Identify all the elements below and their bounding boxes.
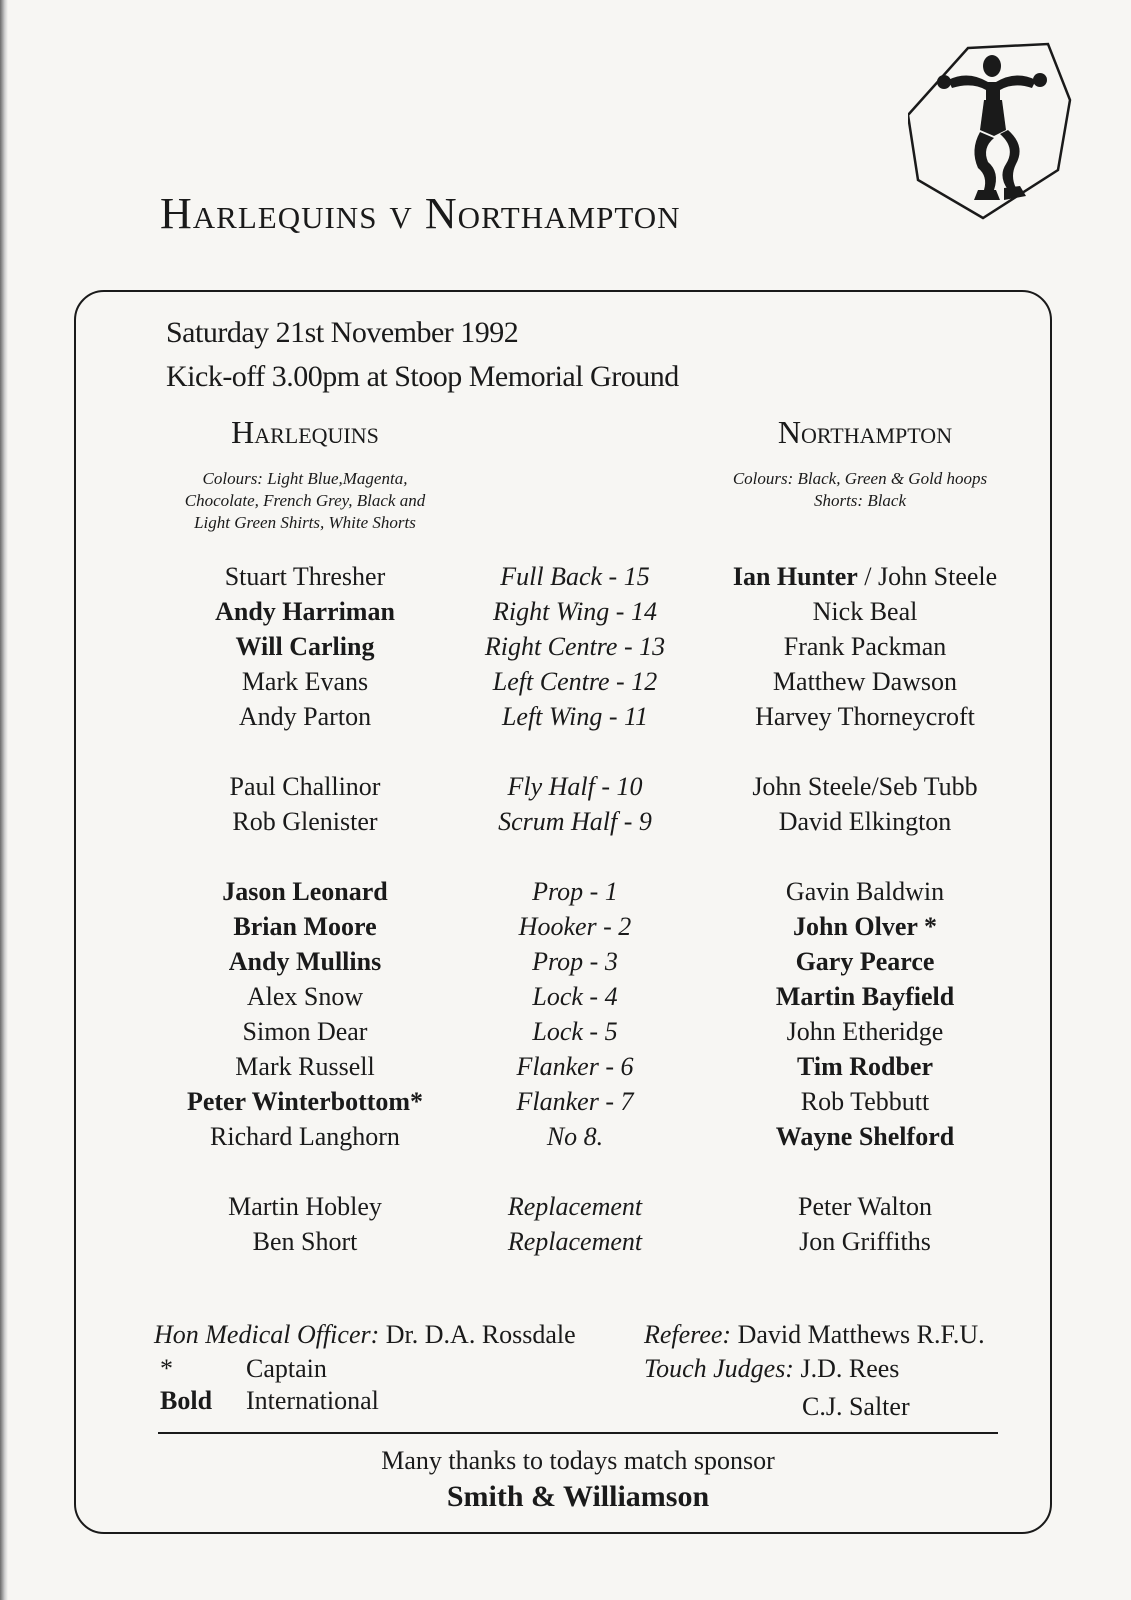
away-player: David Elkington	[778, 807, 952, 836]
referee-label: Referee:	[644, 1320, 732, 1349]
away-player-international: Ian Hunter	[732, 562, 858, 591]
away-player: Nick Beal	[812, 597, 918, 626]
page-edge	[0, 0, 8, 1600]
away-player: John Olver *	[793, 912, 937, 941]
match-date: Saturday 21st November 1992	[166, 316, 519, 349]
away-player: Harvey Thorneycroft	[755, 702, 975, 731]
position-label: Left Centre - 12	[492, 667, 658, 696]
referee	[644, 1320, 985, 1350]
home-player: Richard Langhorn	[210, 1122, 400, 1151]
bold-symbol: Bold	[160, 1386, 213, 1415]
position-label: No 8.	[546, 1122, 604, 1151]
touch-judges-label: Touch Judges:	[644, 1354, 794, 1383]
position-label: Left Wing - 11	[501, 702, 649, 731]
home-player: Ben Short	[252, 1227, 358, 1256]
home-colours-line: Colours: Light Blue,Magenta,	[202, 469, 408, 488]
sponsor-name: Smith & Williamson	[446, 1480, 710, 1513]
away-colours-line: Shorts: Black	[813, 491, 907, 510]
captain-symbol: *	[160, 1354, 173, 1383]
position-label: Right Centre - 13	[484, 632, 666, 661]
away-player: Matthew Dawson	[772, 667, 958, 696]
position-label: Hooker - 2	[518, 912, 632, 941]
harlequin-crest-logo	[908, 40, 1078, 220]
position-label: Replacement	[507, 1192, 643, 1221]
captain-key	[160, 1354, 327, 1384]
bold-key	[160, 1386, 379, 1416]
home-team-name: Harlequins	[231, 414, 379, 450]
sponsor-thanks: Many thanks to todays match sponsor	[381, 1446, 775, 1475]
home-player: Simon Dear	[242, 1017, 368, 1046]
position-label: Prop - 1	[532, 877, 618, 906]
home-player: Peter Winterbottom*	[186, 1087, 424, 1116]
home-player: Jason Leonard	[222, 877, 388, 906]
touch-judge-1: J.D. Rees	[793, 1354, 900, 1383]
position-label: Right Wing - 14	[493, 597, 657, 626]
away-player: Martin Bayfield	[775, 982, 955, 1011]
touch-judges	[644, 1354, 899, 1384]
page-title: Harlequins v Northampton	[160, 189, 681, 238]
referee-name: David Matthews R.F.U.	[731, 1320, 985, 1349]
position-label: Prop - 3	[532, 947, 618, 976]
away-colours	[680, 468, 1040, 512]
position-label: Replacement	[507, 1227, 643, 1256]
away-player-alternate: / John Steele	[857, 562, 998, 591]
position-label: Full Back - 15	[500, 562, 650, 591]
captain-label: Captain	[246, 1354, 327, 1383]
position-label: Fly Half - 10	[507, 772, 643, 801]
away-player: Frank Packman	[783, 632, 947, 661]
away-player: John Steele/Seb Tubb	[752, 772, 978, 801]
bold-label: International	[246, 1386, 379, 1415]
match-kickoff: Kick-off 3.00pm at Stoop Memorial Ground	[166, 360, 679, 393]
divider	[158, 1432, 998, 1434]
away-player: Gary Pearce	[795, 947, 935, 976]
touch-judge-2: C.J. Salter	[802, 1392, 910, 1421]
away-colours-line: Colours: Black, Green & Gold hoops	[732, 469, 988, 488]
home-player: Andy Harriman	[215, 597, 395, 626]
home-player: Andy Mullins	[228, 947, 382, 976]
position-label: Lock - 4	[532, 982, 618, 1011]
home-colours	[140, 468, 470, 534]
away-player: Jon Griffiths	[799, 1227, 931, 1256]
home-player: Will Carling	[235, 632, 375, 661]
away-player: John Etheridge	[786, 1017, 944, 1046]
away-player: Peter Walton	[798, 1192, 932, 1221]
away-player: Tim Rodber	[796, 1052, 934, 1081]
medical-officer-name: Dr. D.A. Rossdale	[379, 1320, 576, 1349]
away-player	[690, 562, 1040, 592]
home-player: Andy Parton	[238, 702, 372, 731]
home-colours-line: Chocolate, French Grey, Black and	[184, 491, 426, 510]
home-player: Alex Snow	[246, 982, 364, 1011]
home-player: Brian Moore	[233, 912, 377, 941]
away-team-name: Northampton	[777, 414, 953, 450]
position-label: Lock - 5	[532, 1017, 618, 1046]
position-label: Flanker - 7	[516, 1087, 634, 1116]
home-player: Rob Glenister	[232, 807, 378, 836]
away-player: Gavin Baldwin	[785, 877, 945, 906]
home-player: Mark Russell	[235, 1052, 375, 1081]
position-label: Scrum Half - 9	[498, 807, 652, 836]
home-player: Stuart Thresher	[224, 562, 386, 591]
home-player: Mark Evans	[241, 667, 369, 696]
medical-officer-label: Hon Medical Officer:	[154, 1320, 380, 1349]
home-colours-line: Light Green Shirts, White Shorts	[194, 513, 416, 532]
home-player: Martin Hobley	[228, 1192, 382, 1221]
away-player: Rob Tebbutt	[800, 1087, 930, 1116]
home-player: Paul Challinor	[229, 772, 381, 801]
away-player: Wayne Shelford	[775, 1122, 955, 1151]
position-label: Flanker - 6	[516, 1052, 634, 1081]
medical-officer	[154, 1320, 576, 1350]
